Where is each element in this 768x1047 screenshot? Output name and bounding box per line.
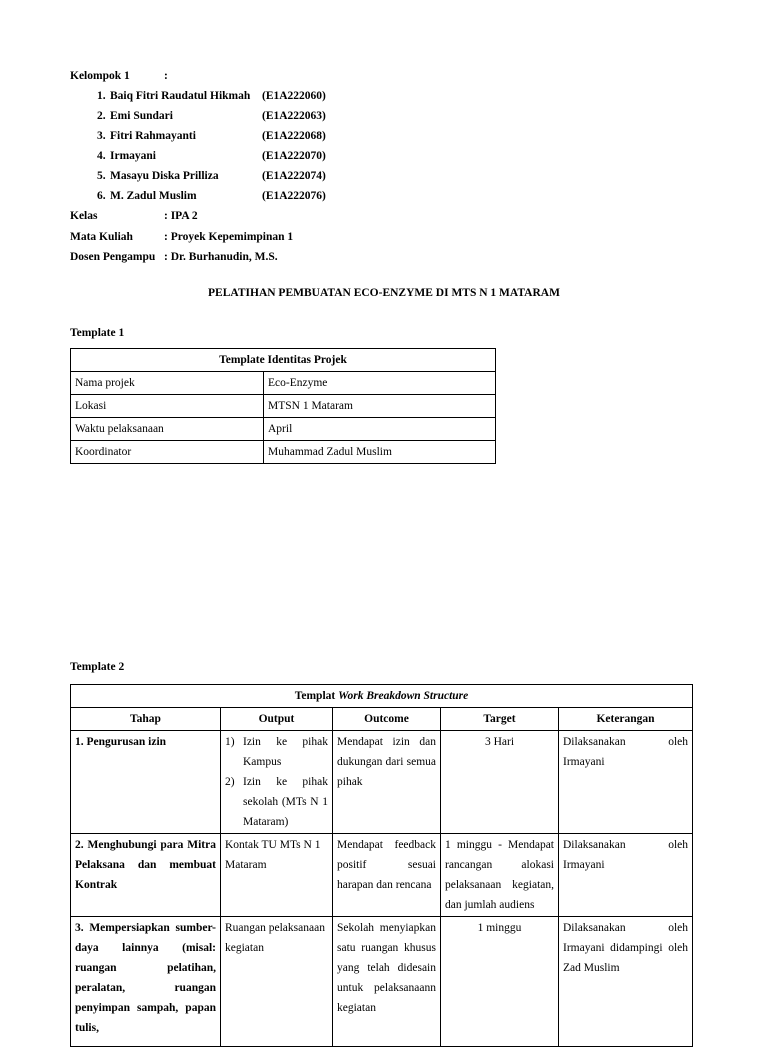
member-nim: (E1A222074) (262, 170, 326, 182)
outcome-cell: Sekolah menyiapkan satu ruangan khusus yang telah didesain untuk pelaksanaann kegiatan (333, 917, 441, 1047)
template1-label: Template 1 (70, 327, 125, 339)
table-row (71, 395, 496, 418)
identity-table-title: Template Identitas Projek (71, 349, 496, 372)
member-nim: (E1A222070) (262, 150, 326, 162)
keterangan-cell: Dilaksanakan oleh Irmayani (559, 731, 693, 834)
template2-label: Template 2 (70, 661, 125, 673)
wbs-header-row (71, 708, 693, 731)
output-cell: Ruangan pelaksanaan kegiatan (221, 917, 333, 1047)
matkul-label: Mata Kuliah (70, 231, 133, 243)
identity-key: Koordinator (71, 441, 264, 464)
output-item (225, 772, 328, 832)
output-item-num: 2) (225, 776, 235, 788)
output-cell (221, 731, 333, 834)
wbs-title-prefix: Templat (294, 690, 339, 702)
tahap-cell (71, 834, 221, 917)
col-header-outcome: Outcome (333, 708, 441, 731)
identity-value: Muhammad Zadul Muslim (264, 441, 496, 464)
wbs-title-italic: Work Breakdown Structure (338, 690, 469, 702)
output-item-num: 1) (225, 736, 235, 748)
kelas-label: Kelas (70, 210, 98, 222)
table-row (71, 418, 496, 441)
identity-key: Nama projek (71, 372, 264, 395)
table-row (71, 731, 693, 834)
group-label: Kelompok 1 (70, 70, 130, 82)
member-name: Masayu Diska Prilliza (110, 170, 219, 182)
col-header-tahap: Tahap (71, 708, 221, 731)
table-row (71, 834, 693, 917)
matkul-value: : Proyek Kepemimpinan 1 (164, 231, 294, 243)
wbs-table-title (71, 685, 693, 708)
dosen-value: : Dr. Burhanudin, M.S. (164, 251, 278, 263)
member-num: 6. (97, 190, 106, 202)
identity-value: MTSN 1 Mataram (264, 395, 496, 418)
member-name: Irmayani (110, 150, 156, 162)
member-nim: (E1A222063) (262, 110, 326, 122)
member-nim: (E1A222076) (262, 190, 326, 202)
identity-table (70, 348, 496, 464)
outcome-cell: Mendapat feedback positif sesuai harapan dan rencana (333, 834, 441, 917)
target-cell: 1 minggu (441, 917, 559, 1047)
identity-value: Eco-Enzyme (264, 372, 496, 395)
output-item-text: Izin ke pihak Kampus (243, 736, 328, 768)
member-nim: (E1A222060) (262, 90, 326, 102)
output-item (225, 732, 328, 772)
member-num: 3. (97, 130, 106, 142)
identity-key: Lokasi (71, 395, 264, 418)
keterangan-cell: Dilaksanakan oleh Irmayani (559, 834, 693, 917)
col-header-keterangan: Keterangan (559, 708, 693, 731)
wbs-table (70, 684, 693, 1047)
group-colon: : (164, 70, 168, 82)
keterangan-cell: Dilaksanakan oleh Irmayani didampingi oleh Zad Muslim (559, 917, 693, 1047)
col-header-output: Output (221, 708, 333, 731)
tahap-cell: 3. Mempersiapkan sumber-daya lainnya (misal: ruangan pelatihan, peralatan, ruangan penyimpan sampah, papan tulis, (71, 917, 221, 1047)
member-num: 1. (97, 90, 106, 102)
identity-value: April (264, 418, 496, 441)
member-nim: (E1A222068) (262, 130, 326, 142)
output-cell: Kontak TU MTs N 1 Mataram (221, 834, 333, 917)
col-header-target: Target (441, 708, 559, 731)
identity-key: Waktu pelaksanaan (71, 418, 264, 441)
member-num: 4. (97, 150, 106, 162)
kelas-value: : IPA 2 (164, 210, 198, 222)
outcome-cell: Mendapat izin dan dukungan dari semua pihak (333, 731, 441, 834)
target-cell: 1 minggu - Mendapat rancangan alokasi pelaksanaan kegiatan, dan jumlah audiens (441, 834, 559, 917)
member-num: 2. (97, 110, 106, 122)
member-name: Baiq Fitri Raudatul Hikmah (110, 90, 251, 102)
member-num: 5. (97, 170, 106, 182)
tahap-text: 2. Menghubungi para Mitra Pelaksana dan membuat Kontrak (75, 839, 216, 891)
tahap-cell: 1. Pengurusan izin (71, 731, 221, 834)
output-item-text: Izin ke pihak sekolah (MTs N 1 Mataram) (243, 776, 328, 828)
target-cell: 3 Hari (441, 731, 559, 834)
table-row (71, 372, 496, 395)
dosen-label: Dosen Pengampu (70, 251, 156, 263)
member-name: Fitri Rahmayanti (110, 130, 196, 142)
member-name: Emi Sundari (110, 110, 173, 122)
table-row (71, 917, 693, 1047)
member-name: M. Zadul Muslim (110, 190, 197, 202)
document-title: PELATIHAN PEMBUATAN ECO-ENZYME DI MTS N 1 MATARAM (208, 287, 560, 299)
table-row (71, 441, 496, 464)
